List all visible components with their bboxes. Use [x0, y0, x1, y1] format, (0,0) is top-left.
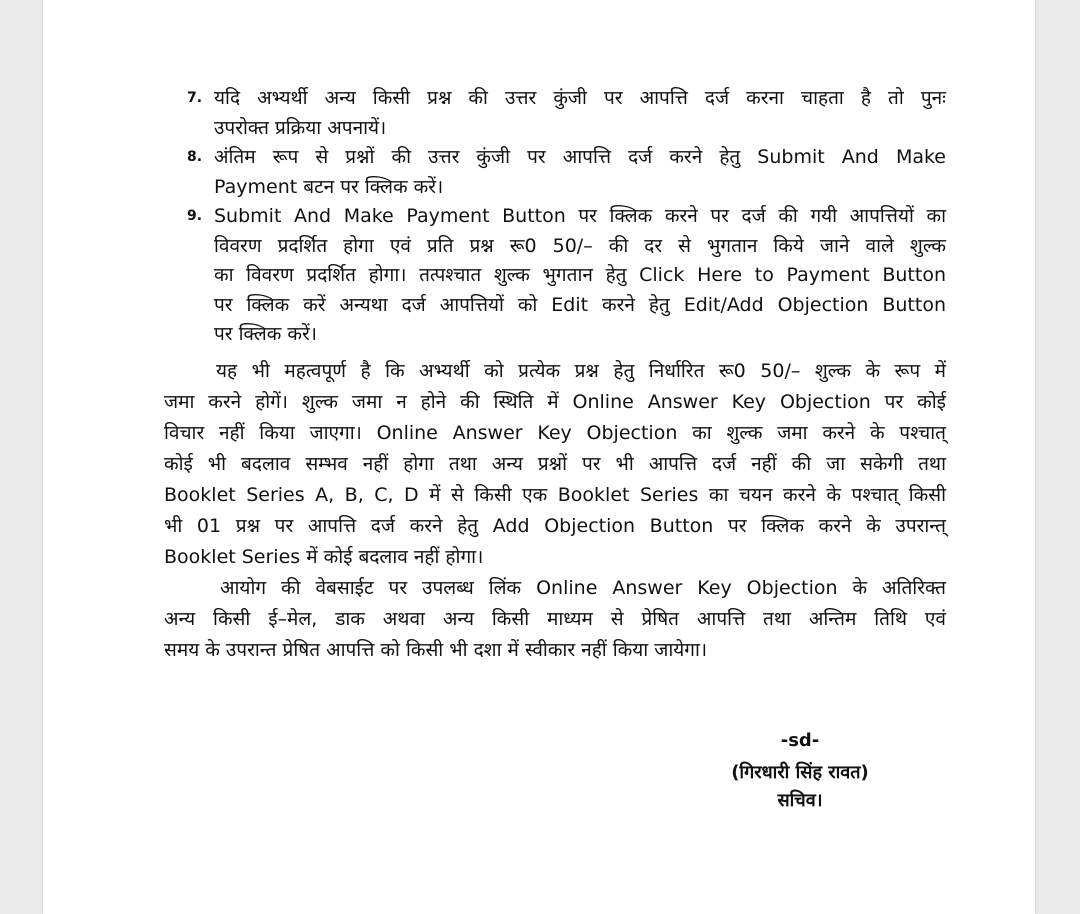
paragraph-line: अन्य किसी ई–मेल, डाक अथवा अन्य किसी माध्यम से प्रेषित आपत्ति तथा अन्तिम तिथि एवं	[164, 607, 946, 630]
item-line: पर क्लिक करें अन्यथा दर्ज आपत्तियों को Edit करने हेतु Edit/Add Objection Button	[214, 293, 946, 316]
signature-sd: -sd-	[780, 730, 820, 751]
paragraph-line: कोई भी बदलाव सम्भव नहीं होगा तथा अन्य प्रश्नों पर भी आपत्ति दर्ज नहीं की जा सकेगी तथा	[164, 452, 946, 475]
item-number: 9.	[187, 208, 203, 224]
item-line: उपरोक्त प्रक्रिया अपनायें।	[214, 116, 387, 139]
item-line: Payment बटन पर क्लिक करें।	[214, 175, 444, 198]
item-number: 7.	[187, 90, 203, 106]
item-line: Submit And Make Payment Button पर क्लिक करने पर दर्ज की गयी आपत्तियों का	[214, 205, 946, 227]
item-line: पर क्लिक करें।	[214, 323, 317, 345]
paragraph-line: Booklet Series में कोई बदलाव नहीं होगा।	[164, 545, 484, 568]
document-body	[164, 84, 946, 666]
list-item-8	[164, 143, 946, 202]
paragraph-line: विचार नहीं किया जाएगा। Online Answer Key Objection का शुल्क जमा करने के पश्चात्	[164, 421, 946, 444]
paragraph-fee-note	[164, 356, 946, 573]
item-line: विवरण प्रदर्शित होगा एवं प्रति प्रश्न रू0 50/– की दर से भुगतान किये जाने वाले शुल्क	[214, 234, 946, 257]
paragraph-line: समय के उपरान्त प्रेषित आपत्ति को किसी भी दशा में स्वीकार नहीं किया जायेगा।	[164, 638, 708, 661]
item-line: का विवरण प्रदर्शित होगा। तत्पश्चात शुल्क भुगतान हेतु Click Here to Payment Button	[214, 264, 946, 286]
paragraph-line: यह भी महत्वपूर्ण है कि अभ्यर्थी को प्रत्येक प्रश्न हेतु निर्धारित रू0 50/– शुल्क के रूप में	[216, 359, 946, 382]
signatory-name: (गिरधारी सिंह रावत)	[731, 762, 869, 783]
list-item-7	[164, 84, 946, 143]
paragraph-line: आयोग की वेबसाईट पर उपलब्ध लिंक Online Answer Key Objection के अतिरिक्त	[220, 576, 946, 599]
item-line: यदि अभ्यर्थी अन्य किसी प्रश्न की उत्तर कुंजी पर आपत्ति दर्ज करना चाहता है तो पुनः	[214, 87, 946, 109]
item-line: अंतिम रूप से प्रश्नों की उत्तर कुंजी पर आपत्ति दर्ज करने हेतु Submit And Make	[214, 146, 946, 168]
paragraph-line: भी 01 प्रश्न पर आपत्ति दर्ज करने हेतु Add Objection Button पर क्लिक करने के उपरान्त्	[164, 514, 946, 537]
paragraph-other-channels	[164, 573, 946, 666]
item-number: 8.	[187, 149, 203, 165]
signatory-designation: सचिव।	[777, 790, 823, 811]
paragraph-line: जमा करने होगें। शुल्क जमा न होने की स्थिति में Online Answer Key Objection पर कोई	[164, 390, 946, 413]
paragraph-line: Booklet Series A, B, C, D में से किसी एक Booklet Series का चयन करने के पश्चात् किसी	[164, 483, 946, 506]
list-item-9	[164, 202, 946, 350]
